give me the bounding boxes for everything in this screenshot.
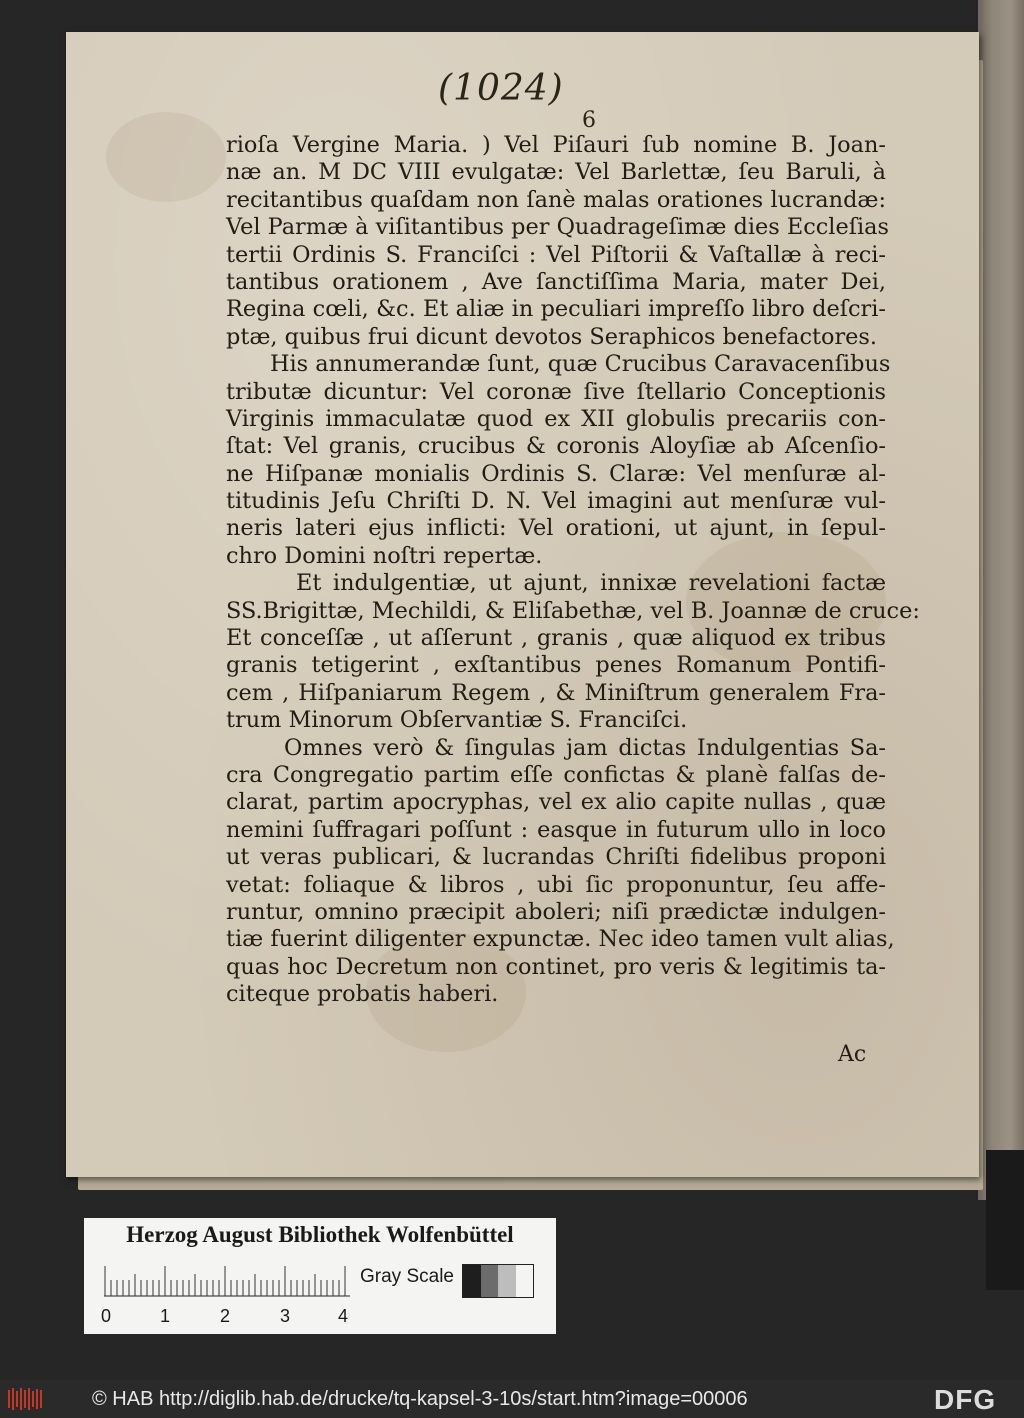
text-line: tributæ dicuntur: Vel coronæ ſive ſtellario Conceptionis [226,378,886,405]
text-line: recitantibus quaſdam non ſanè malas orationes lucrandæ: [226,186,886,213]
ruler-label: 0 [101,1306,112,1326]
gray-swatch-cell [516,1265,534,1297]
ruler-label: 4 [338,1306,349,1326]
text-line: ne Hiſpanæ monialis Ordinis S. Claræ: Vel menſuræ al- [226,460,886,487]
text-line: vetat: foliaque & libros , ubi ſic proponuntur, ſeu affe- [226,871,886,898]
library-scale-card [84,1218,556,1334]
text-line: citeque probatis haberi. [226,981,499,1008]
text-line: tantibus orationem , Ave ſanctiſſima Maria, mater Dei, [226,268,886,295]
text-line: ut veras publicari, & lucrandas Chriſti fidelibus proponi [226,844,886,871]
text-line: granis tetigerint , exſtantibus penes Romanum Pontifi- [226,652,886,679]
text-line: tertii Ordinis S. Franciſci : Vel Piſtorii & Vaſtallæ à reci- [226,241,886,268]
text-line: titudinis Jeſu Chriſti D. N. Vel imagini aut menſuræ vul- [226,488,886,515]
ruler-label: 2 [220,1306,231,1326]
catchword: Ac [838,1042,867,1067]
text-line: Omnes verò & ſingulas jam dictas Indulgentias Sa- [284,734,886,761]
gray-swatch-cell [463,1265,481,1297]
text-line: His annumerandæ ſunt, quæ Crucibus Caravacenſibus [270,351,891,378]
document-body-text [226,132,920,1009]
gray-swatch-cell [481,1265,499,1297]
text-line: quas hoc Decretum non continet, pro veris & legitimis ta- [226,953,886,980]
text-line: trum Minorum Obſervantiæ S. Franciſci. [226,707,688,734]
text-line: Vel Parmæ à viſitantibus per Quadrageſimæ dies Eccleſias [226,214,889,241]
text-line: Et conceſſæ , ut aſſerunt , granis , quæ aliquod ex tribus [226,625,886,652]
library-name: Herzog August Bibliothek Wolfenbüttel [126,1222,514,1247]
text-line: tiæ fuerint diligenter expunctæ. Nec ideo tamen vult alias, [226,926,895,953]
text-line: ptæ, quibus frui dicunt devotos Seraphicos benefactores. [226,323,878,350]
text-line: SS.Brigittæ, Mechildi, & Eliſabethæ, vel B. Joannæ de cruce: [226,597,920,624]
text-line: neris lateri ejus inflicti: Vel orationi, ut ajunt, in ſepul- [226,515,886,542]
hab-barcode-logo-icon [6,1386,46,1412]
adjacent-book-edge [978,0,1024,1200]
text-line: næ an. M DC VIII evulgatæ: Vel Barlettæ, ſeu Baruli, à [226,159,886,186]
footer-credit-link[interactable]: © HAB http://diglib.hab.de/drucke/tq-kapsel-3-10s/start.htm?image=00006 [92,1388,748,1410]
text-line: Virginis immaculatæ quod ex XII globulis precariis con- [226,405,886,432]
text-line: clarat, partim apocryphas, vel ex alio capite nullas , quæ [226,789,886,816]
text-line: ſtat: Vel granis, crucibus & coronis Aloyſiæ ab Aſcenſio- [226,433,886,460]
text-line: chro Domini noſtri repertæ. [226,542,543,569]
page-number: 6 [582,108,596,133]
gray-scale-label: Gray Scale [360,1266,454,1287]
dfg-logo: DFG [934,1384,997,1415]
text-line: nemini ſuffragari poſſunt : easque in futurum ullo in loco [226,816,886,843]
gray-swatch-cell [498,1265,516,1297]
gray-scale-swatch [462,1264,534,1298]
foxing-stain [106,112,226,202]
handwritten-archival-mark: (1024) [438,68,564,109]
text-line: Regina cœli, &c. Et aliæ in peculiari impreſſo libro deſcri- [226,296,886,323]
text-line: runtur, omnino præcipit aboleri; niſi prædictæ indulgen- [226,898,886,925]
text-line: cra Congregatio partim eſſe confictas & planè falſas de- [226,761,886,788]
text-line: Et indulgentiæ, ut ajunt, innixæ revelationi factæ [296,570,886,597]
ruler-label: 1 [160,1306,171,1326]
text-line: rioſa Vergine Maria. ) Vel Piſauri ſub nomine B. Joan- [226,132,886,158]
text-line: cem , Hiſpaniarum Regem , & Miniſtrum generalem Fra- [226,679,886,706]
ruler-label: 3 [280,1306,291,1326]
adjacent-book-shadow [986,1150,1024,1290]
